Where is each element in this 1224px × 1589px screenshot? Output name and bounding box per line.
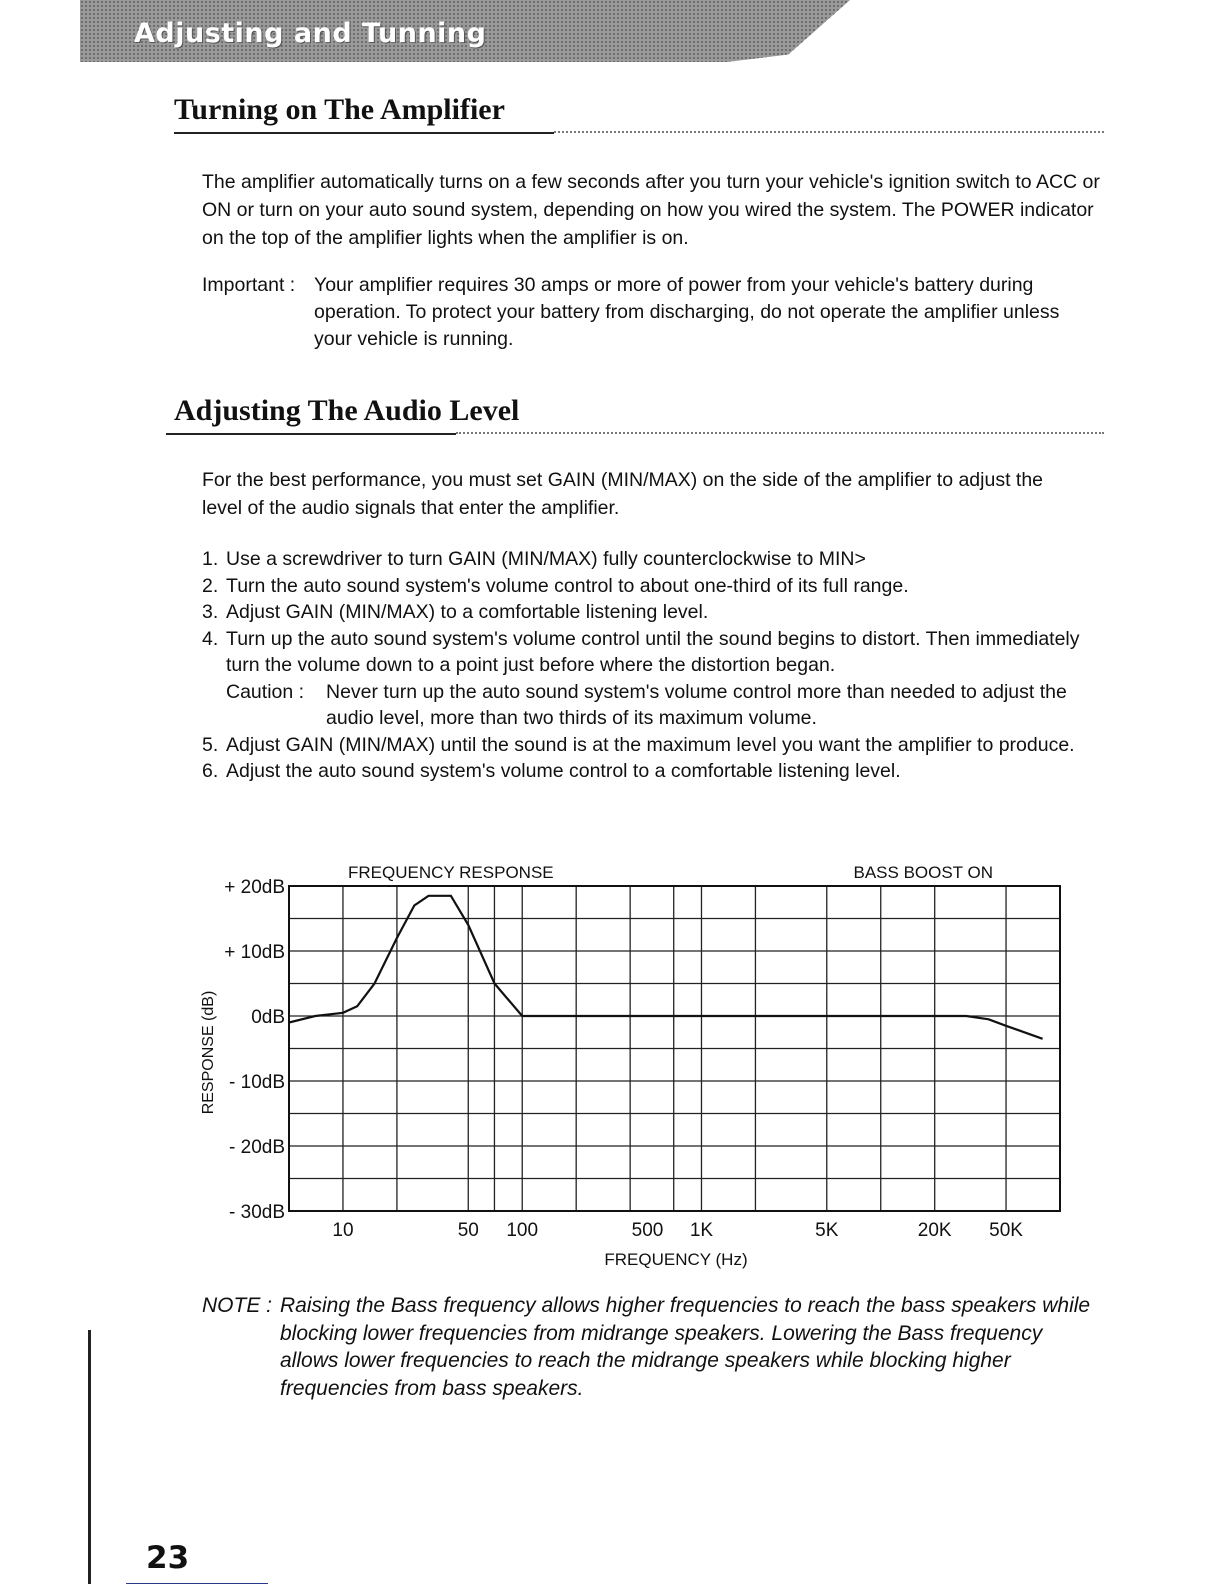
banner-title: Adjusting and Tunning: [134, 18, 487, 49]
turning-on-paragraph: The amplifier automatically turns on a few seconds after you turn your vehicle's ignition switch to ACC or ON or turn on your auto sound system, depending on how you wired the system. The POWER indicator on the top of the amplifier lights when the amplifier is on.: [202, 171, 1100, 249]
x-tick-label: 10: [332, 1220, 354, 1241]
step-text: Adjust GAIN (MIN/MAX) to a comfortable listening level.: [226, 601, 709, 623]
list-item: [202, 546, 1102, 573]
y-tick-label: - 20dB: [229, 1137, 285, 1158]
caution-text: Never turn up the auto sound system's volume control more than needed to adjust the audio level, more than two thirds of its maximum volume.: [326, 680, 1067, 729]
x-axis-label: FREQUENCY (Hz): [604, 1250, 748, 1269]
y-tick-label: - 30dB: [229, 1202, 285, 1223]
y-axis-label: RESPONSE (dB): [200, 990, 217, 1115]
chart-ticks: [224, 877, 1023, 1241]
caution-notice: [226, 679, 1102, 732]
x-tick-label: 20K: [917, 1220, 952, 1241]
x-tick-label: 100: [506, 1220, 539, 1241]
step-number: 3.: [202, 601, 219, 623]
step-text: Turn up the auto sound system's volume control until the sound begins to distort. Then immediately turn the volume down to a point just before where the distortion began.: [226, 627, 1080, 676]
note-label: NOTE :: [202, 1294, 273, 1317]
list-item: [202, 573, 1102, 600]
list-item: [202, 626, 1102, 732]
chart-frame: [289, 886, 1060, 1211]
list-item: [202, 599, 1102, 626]
step-text: Use a screwdriver to turn GAIN (MIN/MAX) fully counterclockwise to MIN>: [226, 548, 866, 570]
section-title-turning-on: Turning on The Amplifier: [174, 93, 505, 126]
section-rule-solid-2: [166, 433, 456, 435]
y-tick-label: + 10dB: [224, 942, 285, 963]
important-label: Important :: [202, 274, 296, 296]
section-rule-solid: [174, 132, 554, 134]
step-number: 2.: [202, 574, 219, 597]
x-tick-label: 1K: [689, 1220, 714, 1241]
step-text: Adjust the auto sound system's volume control to a comfortable listening level.: [226, 760, 901, 782]
series-line-bass-boost: [289, 896, 1043, 1039]
adjustment-steps: [202, 546, 1102, 785]
binding-edge: [88, 1330, 91, 1584]
x-tick-label: 500: [631, 1220, 664, 1241]
chart-grid: [289, 886, 1060, 1211]
y-tick-label: - 10dB: [229, 1072, 285, 1093]
caution-label: Caution :: [226, 680, 305, 703]
step-text: Adjust GAIN (MIN/MAX) until the sound is at the maximum level you want the amplifier to produce.: [226, 733, 1075, 756]
x-tick-label: 50K: [989, 1220, 1023, 1241]
audio-level-intro: For the best performance, you must set GAIN (MIN/MAX) on the side of the amplifier to adjust the level of the audio signals that enter the amplifier.: [202, 469, 1044, 519]
important-text: Your amplifier requires 30 amps or more of power from your vehicle's battery during operation. To protect your battery from discharging, do not operate the amplifier unless your vehicle is running.: [314, 274, 1060, 350]
step-number: 6.: [202, 760, 219, 782]
note-text: Raising the Bass frequency allows higher frequencies to reach the bass speakers while blocking lower frequencies from midrange speakers. Lowering the Bass frequency allows lower frequencies to reach the midrange speakers while blocking higher frequencies from bass speakers.: [280, 1294, 1091, 1400]
x-tick-label: 5K: [815, 1220, 839, 1241]
step-text: Turn the auto sound system's volume control to about one-third of its full range.: [226, 574, 909, 597]
section-title-audio-level: Adjusting The Audio Level: [174, 394, 520, 427]
step-number: 4.: [202, 627, 219, 650]
step-number: 5.: [202, 733, 219, 756]
y-tick-label: 0dB: [251, 1007, 285, 1028]
list-item: [202, 732, 1102, 759]
x-tick-label: 50: [457, 1220, 479, 1241]
page-number: 23: [146, 1540, 190, 1576]
chart-annotation: BASS BOOST ON: [853, 863, 993, 882]
section-rule-dotted-2: [456, 432, 1104, 434]
list-item: [202, 758, 1102, 785]
section-rule-dotted: [554, 131, 1104, 133]
step-number: 1.: [202, 548, 219, 570]
y-tick-label: + 20dB: [224, 877, 285, 898]
chart-title: FREQUENCY RESPONSE: [348, 863, 554, 882]
